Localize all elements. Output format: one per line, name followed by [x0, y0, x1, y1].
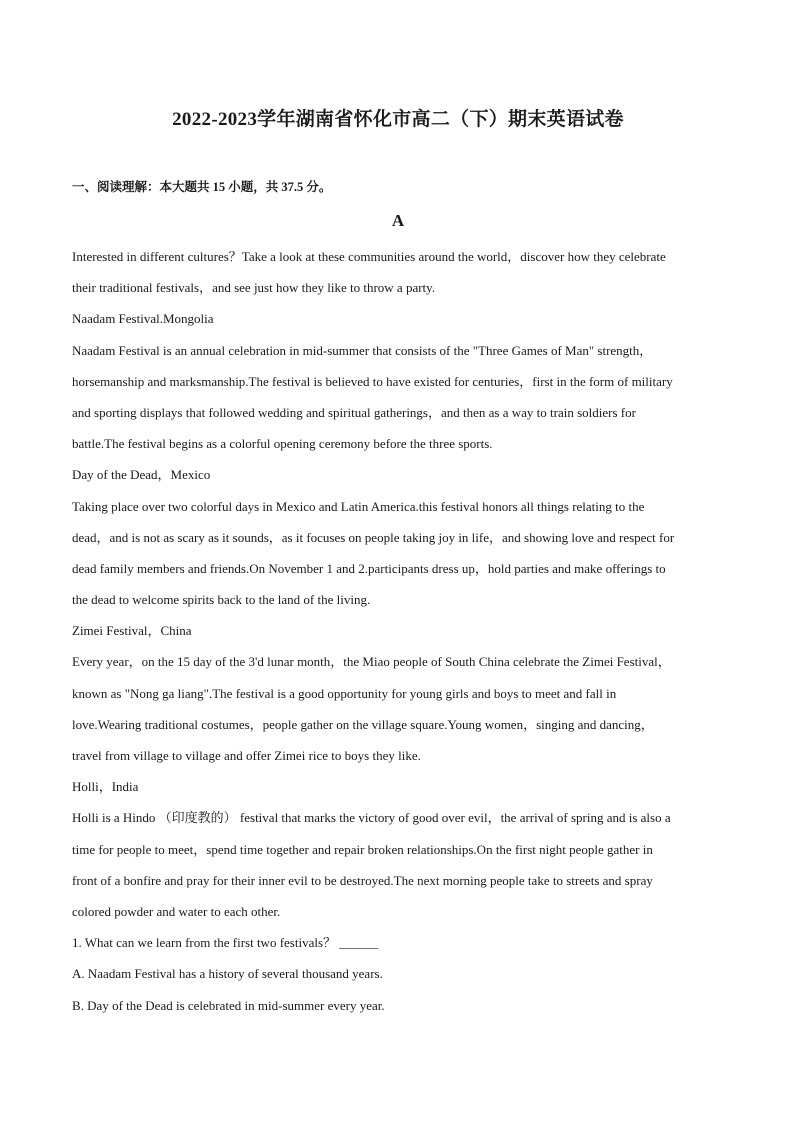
question-1: 1. What can we learn from the first two festivals？ ______	[72, 935, 379, 951]
text-line: Naadam Festival is an annual celebration in mid-summer that consists of the "Three Games of Man" strength，	[72, 342, 653, 358]
festival-heading-day-of-dead: Day of the Dead，Mexico	[72, 467, 211, 483]
text-line: front of a bonfire and pray for their inner evil to be destroyed.The next morning people take to streets and spray	[72, 872, 653, 888]
option-a: A. Naadam Festival has a history of several thousand years.	[72, 966, 383, 982]
text-line: horsemanship and marksmanship.The festival is believed to have existed for centuries，first in the form of military	[72, 373, 673, 389]
text-line: time for people to meet，spend time together and repair broken relationships.On the first night people gather in	[72, 841, 653, 857]
festival-heading-zimei: Zimei Festival，China	[72, 623, 192, 639]
text-line: the dead to welcome spirits back to the land of the living.	[72, 592, 371, 608]
festival-heading-holli: Holli，India	[72, 779, 139, 795]
text-line: love.Wearing traditional costumes，people gather on the village square.Young women，singing and dancing，	[72, 716, 654, 732]
text-line: known as "Nong ga liang".The festival is a good opportunity for young girls and boys to meet and fall in	[72, 685, 617, 701]
text-line: their traditional festivals，and see just how they like to throw a party.	[72, 280, 436, 296]
passage-label: A	[391, 211, 405, 230]
text-line: Interested in different cultures？Take a look at these communities around the world，discover how they celebrate	[72, 249, 666, 264]
text-line: Taking place over two colorful days in Mexico and Latin America.this festival honors all things relating to the	[72, 498, 645, 514]
text-line: dead family members and friends.On November 1 and 2.participants dress up，hold parties and make offerings to	[72, 560, 666, 576]
text-line: dead，and is not as scary as it sounds，as it focuses on people taking joy in life，and showing love and respect for	[72, 529, 675, 545]
text-line: travel from village to village and offer Zimei rice to boys they like.	[72, 748, 421, 763]
text-line: Holli is a Hindo （印度教的） festival that marks the victory of good over evil，the arrival of spring and is also a	[72, 810, 671, 826]
festival-heading-naadam: Naadam Festival.Mongolia	[72, 311, 214, 327]
text-line: colored powder and water to each other.	[72, 903, 281, 919]
text-line: Every year，on the 15 day of the 3'd lunar month，the Miao people of South China celebrate the Zimei Festival，	[72, 654, 671, 670]
section-heading: 一、阅读理解：本大题共 15 小题，共 37.5 分。	[72, 180, 332, 194]
text-line: battle.The festival begins as a colorful opening ceremony before the three sports.	[72, 436, 493, 452]
option-b: B. Day of the Dead is celebrated in mid-summer every year.	[72, 997, 385, 1013]
page-title: 2022-2023学年湖南省怀化市高二（下）期末英语试卷	[172, 109, 624, 130]
passage-body	[72, 241, 724, 1021]
text-line: and sporting displays that followed wedding and spiritual gatherings，and then as a way to train soldiers for	[72, 404, 636, 420]
